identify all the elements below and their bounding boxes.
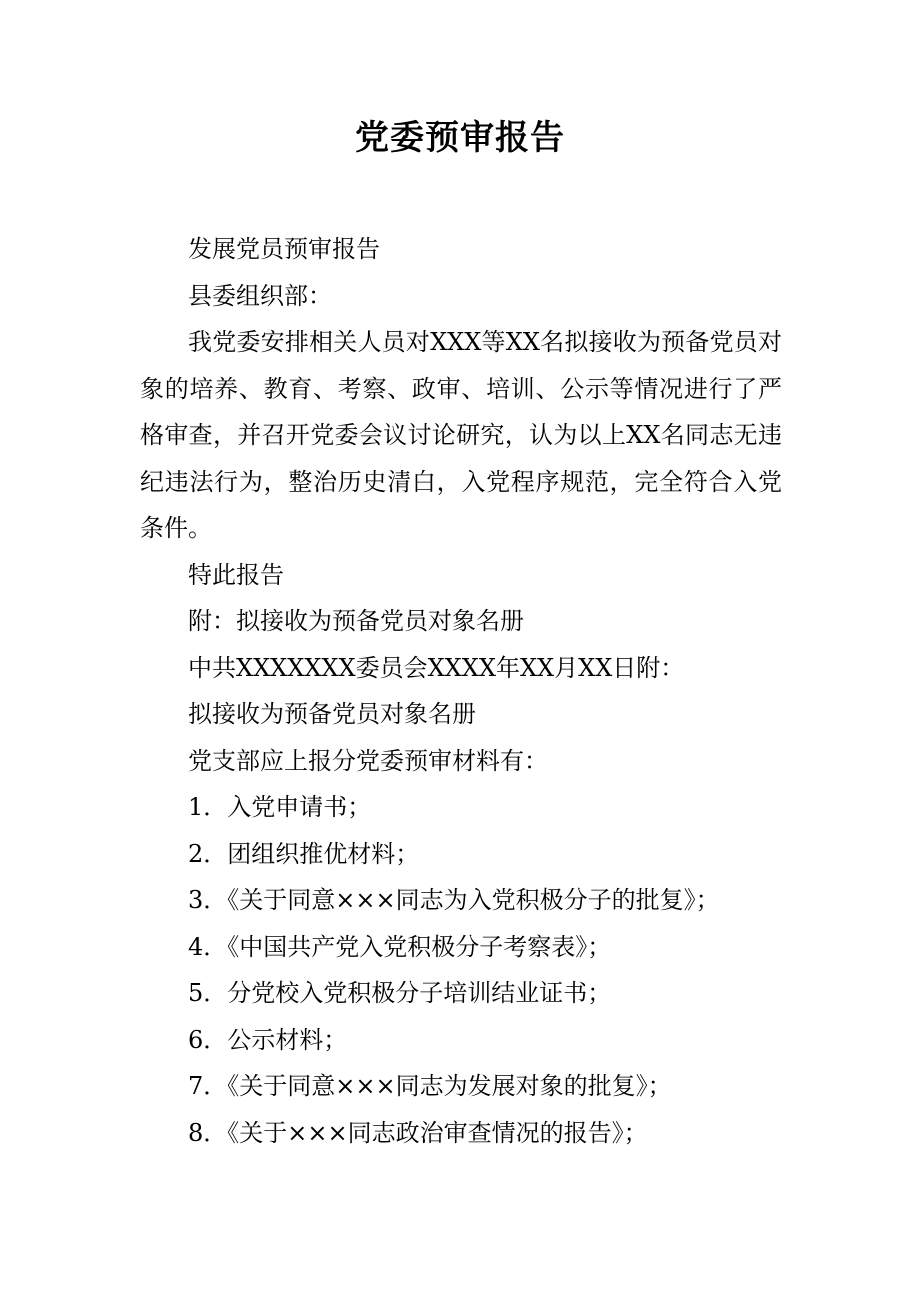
materials-heading: 党支部应上报分党委预审材料有：: [188, 746, 548, 775]
material-item: 3．《关于同意×××同志为入党积极分子的批复》；: [188, 886, 720, 914]
document-title: 党委预审报告: [355, 118, 565, 158]
closing-line: 特此报告: [188, 560, 284, 589]
material-item: 2．团组织推优材料；: [188, 839, 420, 868]
material-item: 1．入党申请书；: [188, 793, 372, 821]
report-subtitle: 发展党员预审报告: [188, 235, 380, 263]
material-item: 7．《关于同意×××同志为发展对象的批复》；: [188, 1072, 672, 1100]
material-item: 5．分党校入党积极分子培训结业证书；: [188, 979, 612, 1007]
attachment-title: 拟接收为预备党员对象名册: [188, 700, 476, 728]
attachment-note: 附：拟接收为预备党员对象名册: [188, 607, 524, 635]
document-body: [140, 226, 782, 1156]
signature-line: 中共XXXXXXX委员会XXXX年XX月XX日附：: [188, 653, 685, 682]
recipient-line: 县委组织部：: [188, 281, 332, 310]
material-item: 8．《关于×××同志政治审查情况的报告》；: [188, 1118, 648, 1147]
material-item: 4．《中国共产党入党积极分子考察表》；: [188, 932, 612, 961]
body-paragraph: 我党委安排相关人员对XXX等XX名拟接收为预备党员对象的培养、教育、考察、政审、培训、公示等情况进行了严格审查，并召开党委会议讨论研究，认为以上XX名同志无违纪违法行为，整治历史清白，入党程序规范，完全符合入党条件。: [140, 328, 782, 542]
material-item: 6．公示材料；: [188, 1025, 348, 1054]
